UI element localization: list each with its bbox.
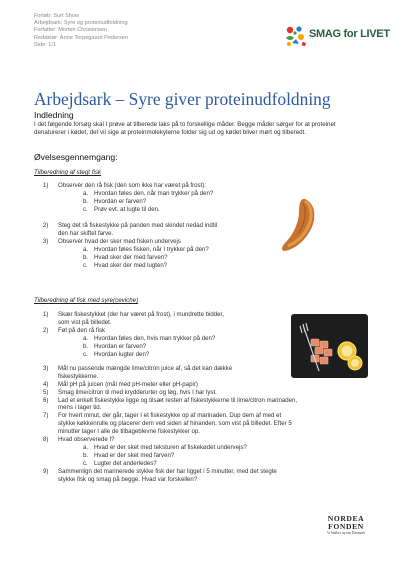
sub-list-item: b. Hvordan er farven? [83,197,147,205]
sub-list-item: a. Hvordan føles den, hvis man trykker på den? [83,334,216,342]
section2-title: Tilberedning af fisk med syre(ceviche) [34,297,139,304]
nordea-fonden-logo [322,515,370,535]
list-item: 3) Observér hvad der sker med fisken undervejs [43,237,181,245]
list-item: 6) Lad et enkelt fiskestykke ligge og tilsæt resten af fiskestykkerne til lime/citron marinaden, mens i tager tid. [43,396,298,412]
list-item: 2) Føl på den rå fisk [43,326,106,334]
section1-title: Tilberedning af stegt fisk [34,169,102,176]
list-item: 4) Mål pH på juicen (mål med pH-meter eller pH-papir) [43,380,198,388]
foundation-name: NORDEA FONDEN [327,514,365,531]
sub-list-item: c. Hvordan lugter den? [83,350,150,358]
exercises-heading: Øvelsesgennemgang: [34,152,118,162]
foundation-tagline: Vi bakker op om Danmark [326,531,366,536]
sub-list-item: c. Prøv evt. at lugte til den. [83,205,160,213]
meta-editor: Redaktør: Anne Torpegaard Pedersen [34,34,129,41]
meta-worksheet: Arbejdsark: Syre og proteinudfoldning [34,20,128,27]
list-item: 7) For hvert minut, der går, tager I et fiskestykke op af marinaden. Dup dem af med et stykke køkkenrulle og placerer dem ved siden af hinanden, som vist på billedet. Efter 5 minutter tager I alle de tilbageblevne fiskestykker op. [43,412,292,436]
sub-list-item: a. Hvordan føles den, når man trykker på den? [83,189,214,197]
meta-page: Side: 1/1 [34,41,57,48]
fried-salmon-photo [275,193,323,255]
page-title: Arbejdsark – Syre giver proteinudfoldning [34,89,331,109]
list-item: 1) Observér den rå fisk (den som ikke har været på frost): [43,182,206,189]
list-item: 9) Sammenlign det marinerede stykke fisk der har ligget i 5 minutter, med det stegte stykke fisk og smag på begge. Hvad var forskellen? [43,468,277,484]
sub-list-item: a. Hvad er der sket med teksturen af fiskekødet undervejs? [83,444,247,452]
logo-wordmark: SMAG for LIVET [309,28,390,40]
sub-list-item: b. Hvad er der sket med farven? [83,452,175,460]
intro-text: I det følgende forsøg skal I prøve at tilberede laks på to forskellige måder. Begge måder sørger for at proteinet denaturerer i kødet, det vil sige at proteinmolekylerne folder sig ud og kødet bliver mørt og tilberedt. [34,121,336,136]
sub-list-item: a. Hvordan føles fisken, når I trykker på den? [83,245,209,253]
section2-list [34,311,297,484]
list-item: 3) Mål nu passende mængde lime/citron juice af, så det kan dække fiskestykkerne. [43,364,233,380]
meta-author: Forfatter: Morten Christensen [34,27,108,34]
sub-list-item: b. Hvad sker der med farven? [83,253,168,261]
intro-heading: Indledning [34,110,74,120]
meta-course: Forløb: Surt Show [34,13,80,19]
list-item: 8) Hvad observerede I? [43,436,115,444]
sub-list-item: c. Lugter det anderledes? [83,460,157,468]
smag-for-livet-logo [283,24,390,48]
sub-list-item: c. Hvad sker der med lugten? [83,261,168,269]
section1-list [34,182,217,270]
list-item: 1) Skær fiskestykket (der har været på frost), i mundrette bidder, som vist på billedet. [43,311,224,326]
sub-list-item: b. Hvordan er farven? [83,342,147,350]
list-item: 2) Steg det rå fiskestykke på panden med skindet nedad indtil den har skiftet farve. [43,221,218,237]
ceviche-tray-photo [289,311,370,381]
list-item: 5) Smag lime/citron til med krydderurter og løg, hvis I har lyst. [43,388,217,396]
smag-for-livet-badge-icon [283,24,307,48]
document-meta [34,13,128,49]
